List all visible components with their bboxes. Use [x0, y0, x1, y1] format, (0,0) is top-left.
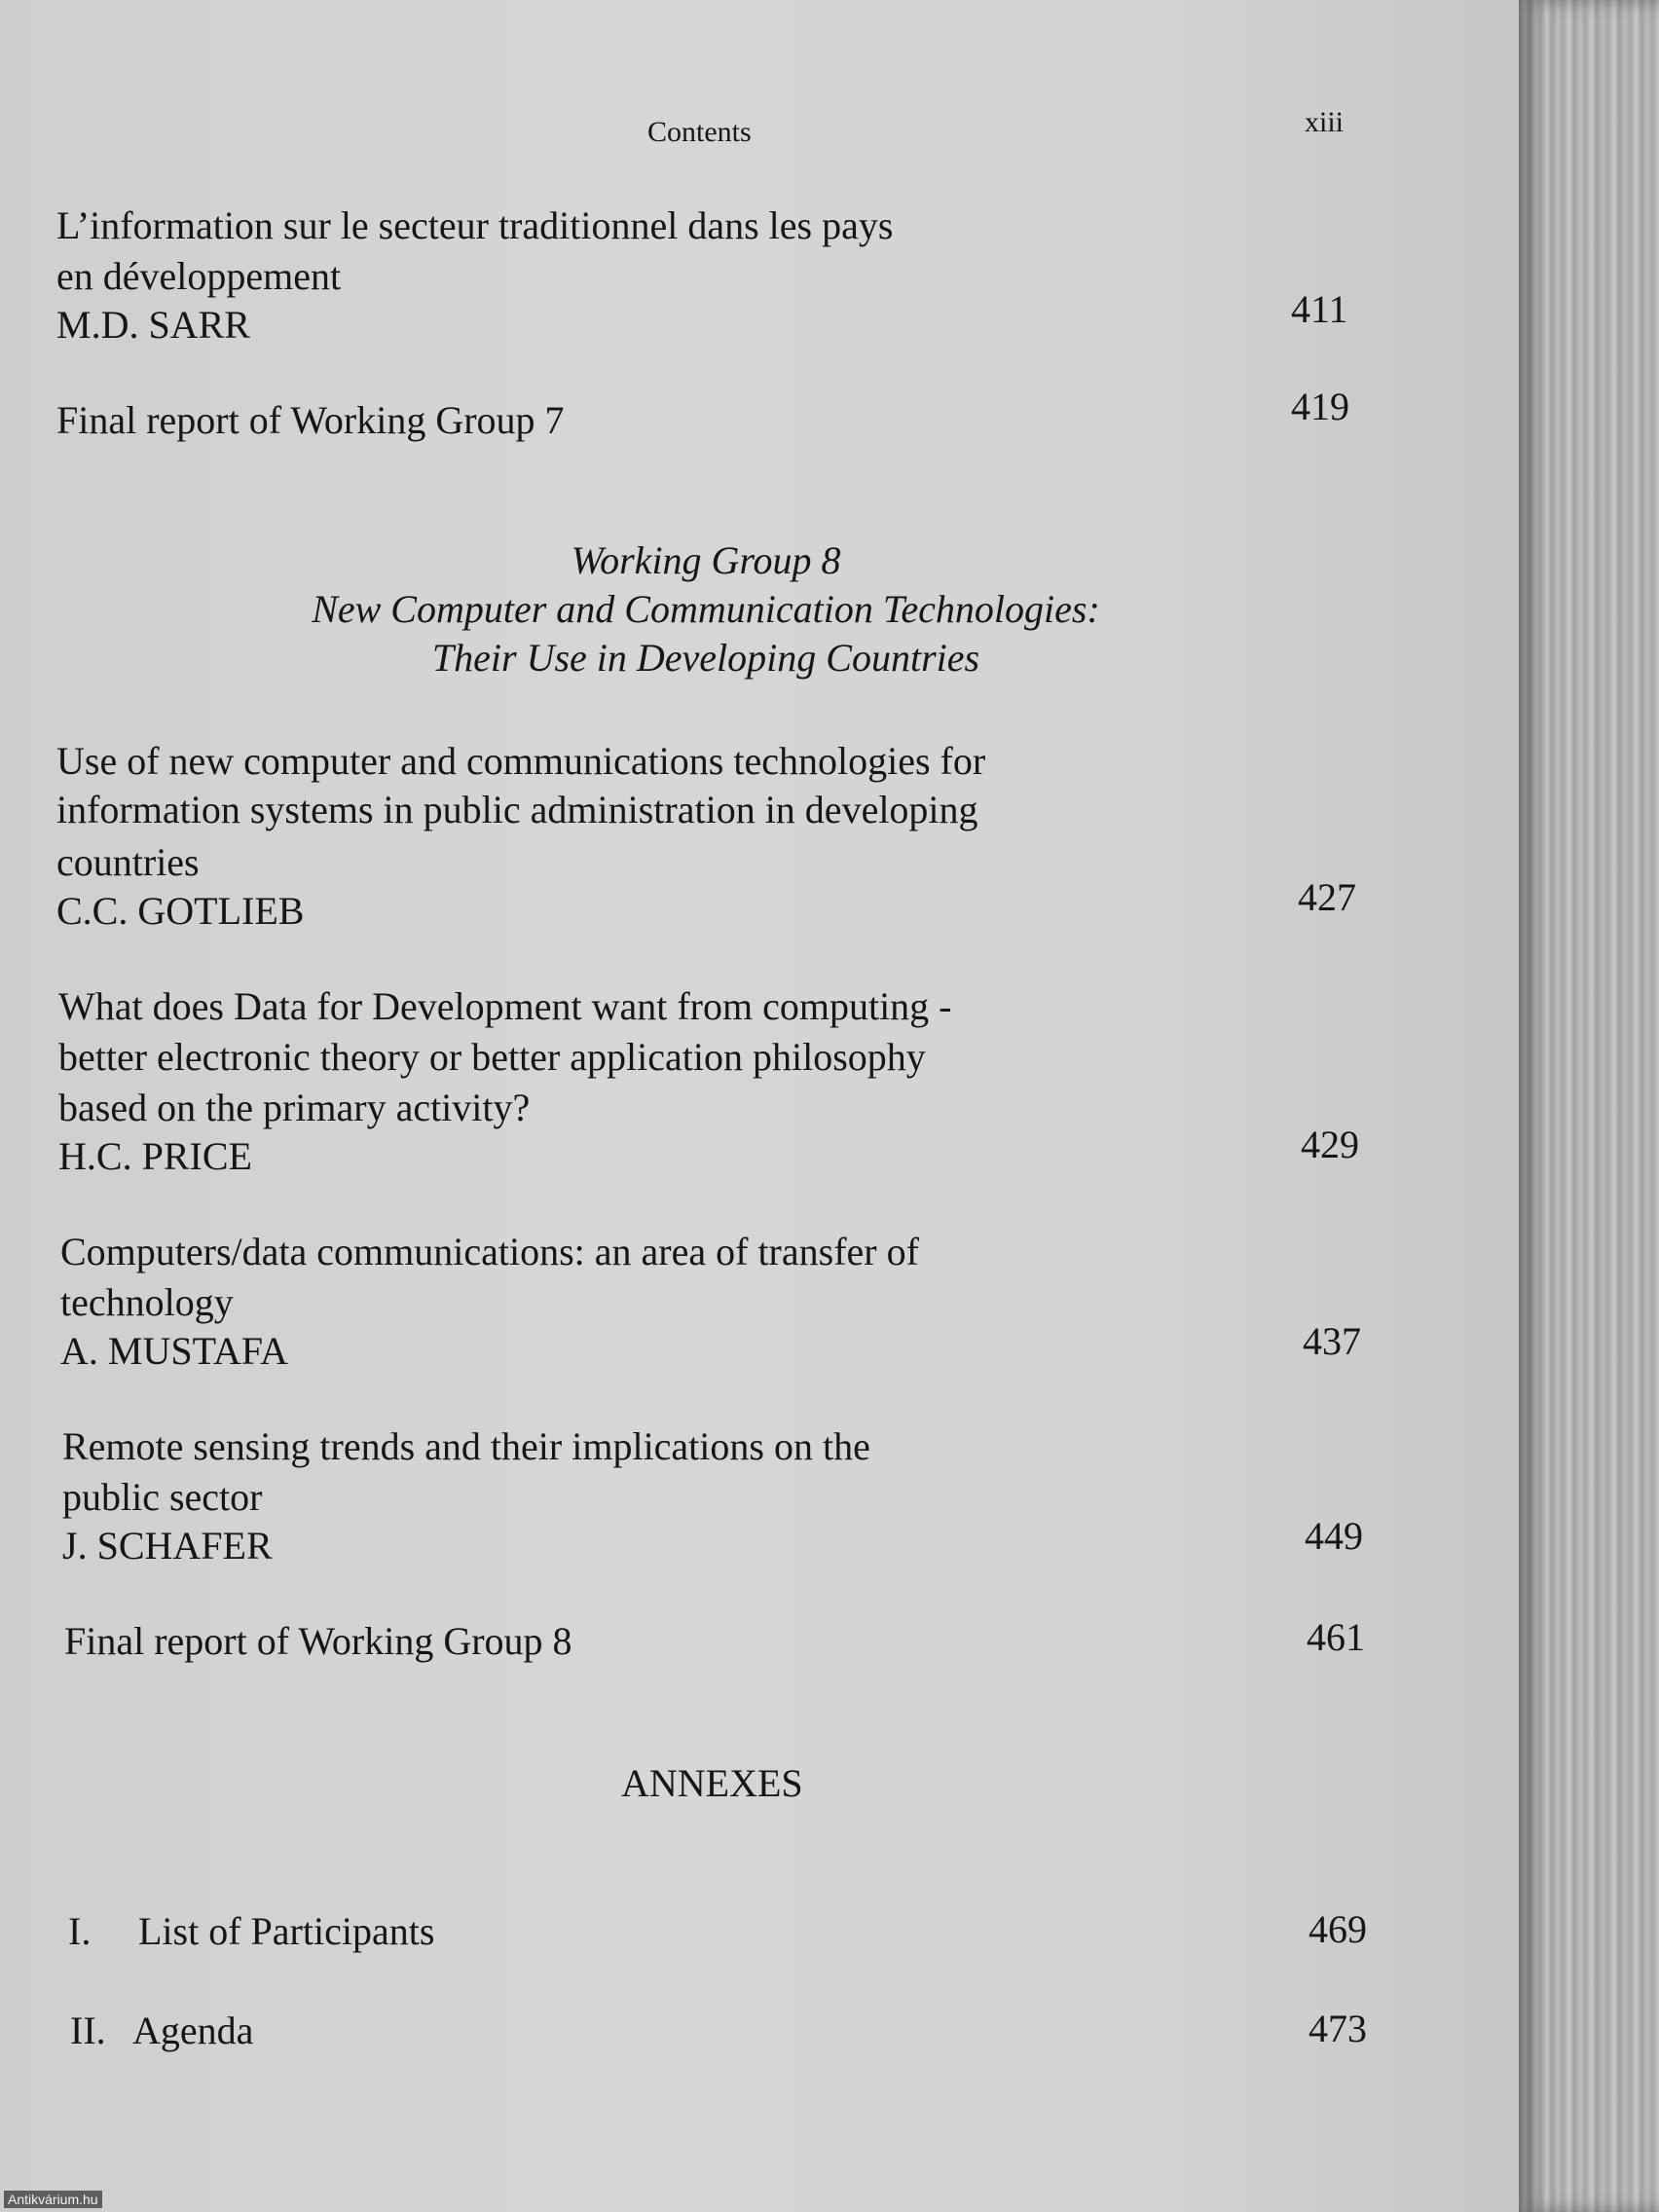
entry-title-line: better electronic theory or better application philosophy	[58, 1035, 926, 1079]
annex-page: 469	[1309, 1907, 1367, 1951]
entry-title-line: Computers/data communications: an area of transfer of	[60, 1230, 919, 1273]
entry-page: 427	[1298, 875, 1356, 919]
annex-numeral: II.	[70, 2009, 106, 2052]
section-heading-line: Working Group 8	[571, 538, 841, 582]
entry-title-line: L’information sur le secteur traditionnel dans les pays	[56, 203, 894, 247]
entry-title-line: Use of new computer and communications technologies for	[56, 739, 986, 783]
entry-page: 411	[1291, 287, 1348, 331]
page-number: xiii	[1305, 106, 1345, 138]
annex-label: List of Participants	[138, 1909, 435, 1953]
entry-page: 429	[1301, 1123, 1359, 1166]
entry-title-line: based on the primary activity?	[58, 1086, 531, 1129]
entry-author: C.C. GOTLIEB	[56, 889, 305, 933]
annex-numeral: I.	[68, 1909, 92, 1953]
watermark: Antikvárium.hu	[4, 2191, 102, 2208]
section-heading-line: Their Use in Developing Countries	[431, 636, 980, 680]
section-heading-line: New Computer and Communication Technologies:	[312, 587, 1100, 631]
entry-page: 461	[1307, 1615, 1365, 1659]
annexes-heading: ANNEXES	[621, 1761, 803, 1805]
entry-title-line: information systems in public administration in developing	[56, 788, 978, 831]
entry-author: H.C. PRICE	[58, 1134, 252, 1178]
entry-title-line: public sector	[62, 1475, 263, 1519]
entry-title-line: Remote sensing trends and their implications on the	[62, 1424, 870, 1468]
entry-title-line: Final report of Working Group 8	[64, 1619, 572, 1663]
entry-title-line: countries	[56, 840, 200, 884]
entry-page: 449	[1305, 1514, 1363, 1558]
entry-page: 437	[1303, 1319, 1361, 1363]
running-head: Contents	[647, 116, 752, 148]
entry-title-line: Final report of Working Group 7	[56, 398, 565, 442]
entry-title-line: technology	[60, 1280, 234, 1324]
entry-title-line: en développement	[56, 254, 342, 298]
entry-author: A. MUSTAFA	[60, 1329, 288, 1373]
entry-page: 419	[1291, 385, 1349, 428]
page-edge	[1519, 0, 1659, 2212]
entry-author: J. SCHAFER	[62, 1524, 273, 1567]
entry-title-line: What does Data for Development want from computing -	[58, 984, 952, 1028]
annex-label: Agenda	[132, 2009, 254, 2052]
entry-author: M.D. SARR	[56, 303, 250, 347]
annex-page: 473	[1309, 2007, 1367, 2050]
